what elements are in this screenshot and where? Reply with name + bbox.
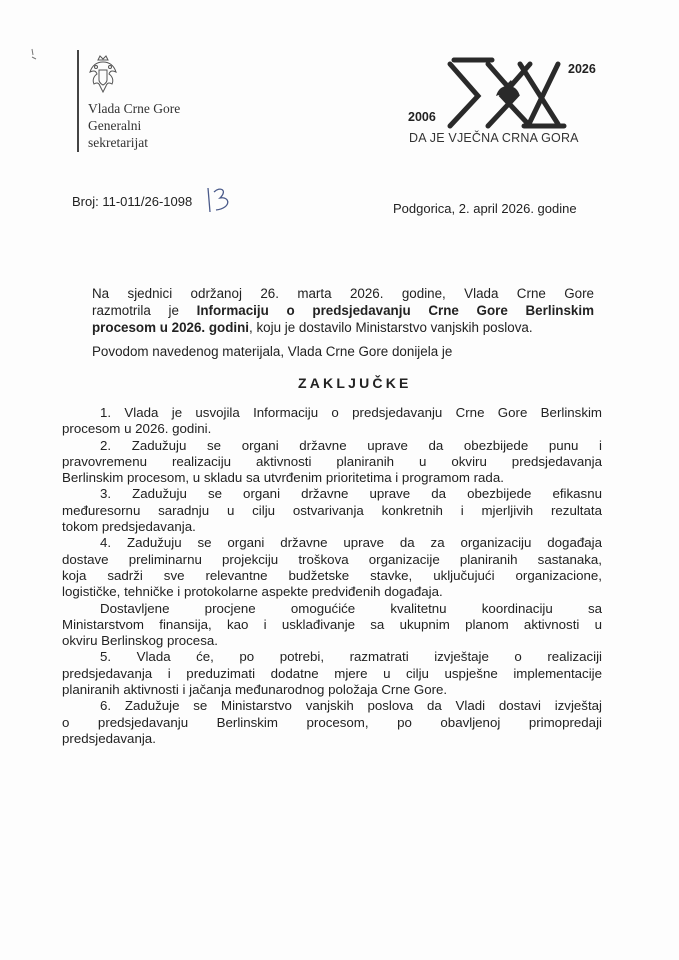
- conclusion-4-line-1: 4. Zadužuju se organi državne uprave da za organizaciju događaja: [100, 535, 602, 551]
- conclusion-1-line-2: procesom u 2026. godini.: [62, 421, 212, 437]
- intro-line-2-text: razmotrila je: [92, 303, 197, 318]
- conclusion-3-line-2: međuresornu saradnju u cilju ostvarivanja konkretnih i mjerljivih rezultata: [62, 502, 602, 518]
- intro-line-2-bold: Informaciju o predsjedavanju Crne Gore Berlinskim: [196, 303, 594, 318]
- document-number: Broj: 11-011/26-1098: [72, 194, 193, 209]
- corner-mark: [30, 48, 38, 60]
- intro-line-1: Na sjednici održanoj 26. marta 2026. godine, Vlada Crne Gore: [92, 286, 594, 301]
- conclusion-2-line-1: 2. Zadužuju se organi državne uprave da obezbijede punu i: [100, 437, 602, 453]
- government-line-2: Generalni: [88, 118, 142, 133]
- place-and-date: Podgorica, 2. april 2026. godine: [393, 201, 577, 216]
- conclusion-5-line-3: planiranih aktivnosti i jačanja međunarodnog položaja Crne Gore.: [62, 682, 448, 698]
- conclusion-4b-line-1: Dostavljene procjene omogućiće kvalitetnu koordinaciju sa: [100, 600, 602, 616]
- intro-line-3-bold: procesom u 2026. godini: [92, 320, 250, 335]
- conclusion-2-line-2: pravovremenu realizaciju aktivnosti planiranih u okviru predsjedavanja: [62, 453, 602, 469]
- government-line-3: sekretarijat: [88, 135, 148, 150]
- conclusion-4-line-4: logističke, tehničke i protokolarne aspekte predviđenih događaja.: [62, 584, 443, 600]
- logo-year-right: 2026: [568, 62, 596, 76]
- header-divider: [77, 50, 79, 152]
- conclusion-4b-line-3: okviru Berlinskog procesa.: [62, 633, 218, 649]
- handwritten-number-mark: [206, 186, 240, 214]
- conclusion-4b-line-2: Ministarstvom finansija, kao i usklađivanje sa ukupnim planom aktivnosti u: [62, 616, 602, 632]
- intro-line-3: [92, 319, 594, 336]
- intro-paragraph: [92, 285, 594, 336]
- coat-of-arms-icon: [86, 54, 120, 94]
- conclusion-6-line-1: 6. Zadužuje se Ministarstvo vanjskih poslova da Vladi dostavi izvještaj: [100, 698, 602, 714]
- conclusion-3-line-3: tokom predsjedavanja.: [62, 519, 196, 535]
- intro-decision-line: Povodom navedenog materijala, Vlada Crne Gore donijela je: [92, 344, 453, 359]
- conclusion-4-line-2: dostave preliminarnu projekciju troškova organizacije planiranih sastanaka,: [62, 551, 602, 567]
- conclusion-5-line-2: predsjedavanja i preduzimati dodatne mjere u cilju uspješne implementacije: [62, 665, 602, 681]
- conclusion-1-line-1: 1. Vlada je usvojila Informaciju o predsjedavanju Crne Gore Berlinskim: [100, 405, 602, 420]
- conclusion-6-line-2: o predsjedavanju Berlinskim procesom, po obavljenoj primopredaji: [62, 714, 602, 730]
- conclusion-2-line-3: Berlinskim procesom, u skladu sa utvrđenim prioritetima i programom rada.: [62, 470, 504, 486]
- conclusion-4-line-3: koja sadrži sve relevantne budžetske stavke, uključujući organizacione,: [62, 567, 602, 583]
- government-name: [88, 100, 180, 151]
- government-line-1: Vlada Crne Gore: [88, 101, 181, 116]
- conclusion-3-line-1: 3. Zadužuju se organi državne uprave da obezbijede efikasnu: [100, 486, 602, 502]
- logo-motto: DA JE VJEČNA CRNA GORA: [409, 131, 579, 145]
- conclusion-5-line-1: 5. Vlada će, po potrebi, razmatrati izvještaje o realizaciji: [100, 649, 602, 665]
- conclusions-heading: ZAKLJUČKE: [298, 375, 412, 391]
- intro-line-2: [92, 302, 594, 319]
- conclusion-6-line-3: predsjedavanja.: [62, 730, 156, 746]
- intro-line-3-text: , koju je dostavilo Ministarstvo vanjskih poslova.: [249, 320, 533, 335]
- logo-year-left: 2006: [408, 110, 436, 124]
- conclusions-list: [62, 405, 602, 747]
